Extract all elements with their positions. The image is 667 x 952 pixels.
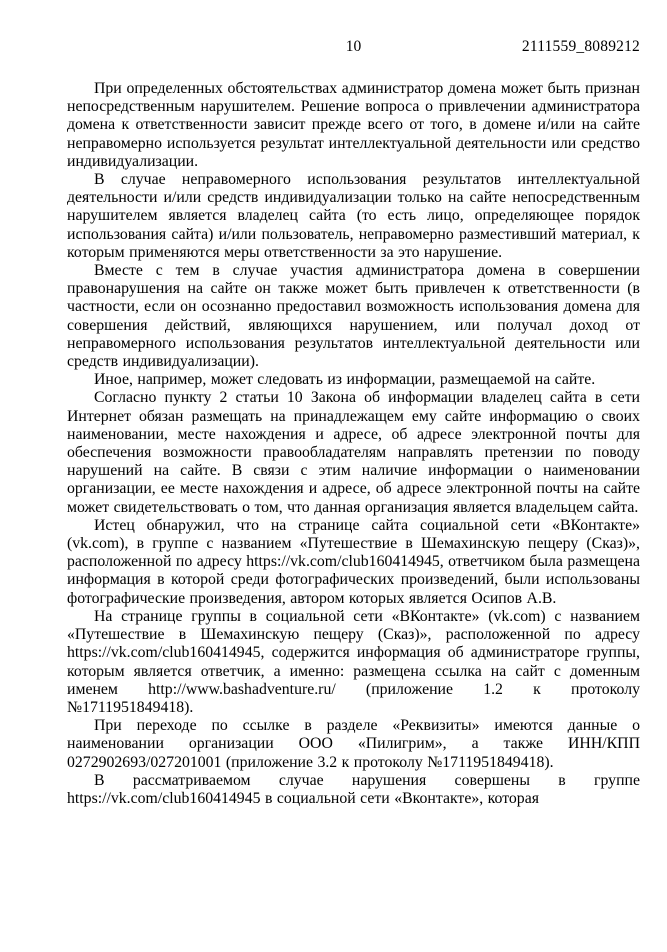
paragraph-plaintiff-discovery: Истец обнаружил, что на странице сайта социальной сети «ВКонтакте» (vk.com), в группе с названием «Путешествие в Шемахинскую пещеру (Сказ)», расположенной по адресу https://vk.com/club160414945, ответчиком была размещена информация в которой среди фотографических произведений, были использованы фотографические произведения, автором которых является Осипов А.В. bbox=[67, 516, 640, 607]
paragraph-requisites-piligrim: При переходе по ссылке в разделе «Реквизиты» имеются данные о наименовании организации ООО «Пилигрим», а также ИНН/КПП 0272902693/027201001 (приложение 3.2 к протоколу №1711951849418). bbox=[67, 717, 640, 771]
paragraph-site-owner-infringer: В случае неправомерного использования результатов интеллектуальной деятельности и/или средств индивидуализации только на сайте непосредственным нарушителем является владелец сайта (то есть лицо, определяющее порядок использования сайта) и/или пользователь, неправомерно разместивший материал, к которым применяются меры ответственности за это нарушение. bbox=[67, 171, 640, 261]
page-header bbox=[67, 38, 640, 56]
case-number: 2111559_8089212 bbox=[521, 38, 640, 55]
paragraph-admin-domain-liability: При определенных обстоятельствах администратор домена может быть признан непосредственным нарушителем. Решение вопроса о привлечении администратора домена к ответственности зависит прежде всего от того, в домене и/или на сайте неправомерно используется результат интеллектуальной деятельности или средство индивидуализации. bbox=[67, 80, 640, 170]
paragraph-group-admin-link: На странице группы в социальной сети «ВКонтакте» (vk.com) с названием «Путешествие в Шемахинскую пещеру (Сказ)», расположенной по адресу https://vk.com/club160414945, содержится информация об администраторе группы, которым является ответчик, а именно: размещена ссылка на сайт с доменным именем http://www.bashadventure.ru/ (приложение 1.2 к протоколу №1711951849418). bbox=[67, 607, 640, 716]
paragraph-law-article-10: Согласно пункту 2 статьи 10 Закона об информации владелец сайта в сети Интернет обязан размещать на принадлежащем ему сайте информацию о своих наименовании, месте нахождения и адресе, об адресе электронной почты для обеспечения возможности правообладателям направлять претензии по поводу нарушений на сайте. В связи с этим наличие информации о наименовании организации, ее месте нахождения и адресе, об адресе электронной почты на сайте может свидетельствовать о том, что данная организация является владельцем сайта. bbox=[67, 389, 640, 516]
paragraph-other-information: Иное, например, может следовать из информации, размещаемой на сайте. bbox=[94, 371, 596, 389]
paragraph-violations-in-group: В рассматриваемом случае нарушения совершены в группе https://vk.com/club160414945 в социальной сети «Вконтакте», которая bbox=[67, 771, 640, 807]
paragraph-admin-participation: Вместе с тем в случае участия администратора домена в совершении правонарушения на сайте он также может быть привлечен к ответственности (в частности, если он осознанно предоставил возможность использования домена для совершения действий, являющихся нарушением, или получал доход от неправомерного использования результатов интеллектуальной деятельности или средств индивидуализации). bbox=[67, 262, 640, 371]
page-number: 10 bbox=[345, 38, 362, 55]
document-body bbox=[67, 80, 640, 808]
